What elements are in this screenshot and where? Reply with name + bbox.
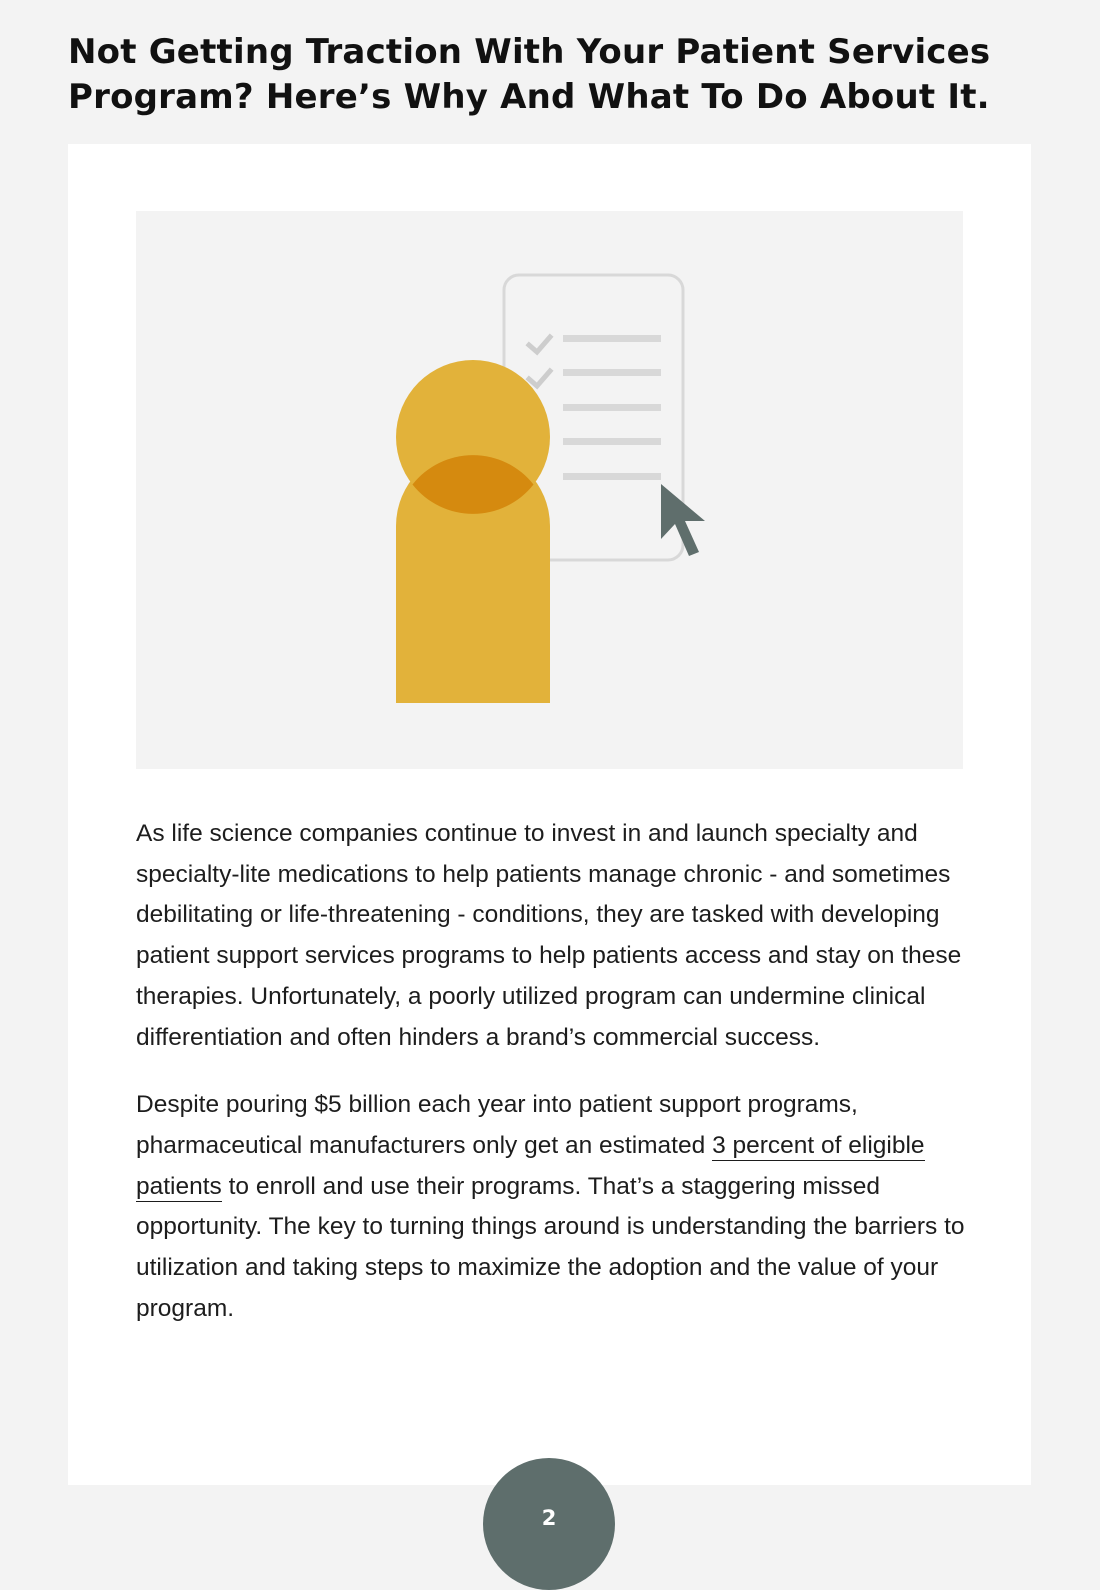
check-icon bbox=[529, 371, 550, 386]
article-body bbox=[136, 814, 971, 1356]
paragraph-text: to enroll and use their programs. That’s a staggering missed opportunity. The key to turning things around is understanding the barriers to utilization and taking steps to maximize the adoption and the value of your program. bbox=[136, 1172, 965, 1322]
list-line bbox=[563, 335, 661, 342]
paragraph-text: Despite pouring $5 billion each year into patient support programs, pharmaceutical manufacturers only get an estimated bbox=[136, 1091, 858, 1159]
list-line bbox=[563, 369, 661, 376]
page-number-badge bbox=[483, 1458, 615, 1590]
article-card bbox=[68, 144, 1031, 1485]
page-number: 2 bbox=[541, 1506, 557, 1530]
eligible-patients-link[interactable]: 3 percent of eligible patients bbox=[136, 1131, 925, 1200]
list-line bbox=[563, 404, 661, 411]
illustration-svg bbox=[136, 211, 963, 769]
list-line bbox=[563, 438, 661, 445]
page-title: Not Getting Traction With Your Patient Services Program? Here’s Why And What To Do About It. bbox=[68, 32, 991, 117]
list-line bbox=[563, 473, 661, 480]
person-icon bbox=[396, 360, 550, 703]
check-icon bbox=[529, 337, 550, 352]
paragraph-intro: As life science companies continue to invest in and launch specialty and specialty-lite medications to help patients manage chronic - and sometimes debilitating or life-threatening - conditions, they are tasked with developing patient support services programs to help patients access and stay on these therapies. Unfortunately, a poorly utilized program can undermine clinical differentiation and often hinders a brand’s commercial success. bbox=[136, 820, 962, 1051]
hero-illustration bbox=[136, 211, 963, 769]
paragraph-statistics bbox=[136, 1085, 971, 1329]
